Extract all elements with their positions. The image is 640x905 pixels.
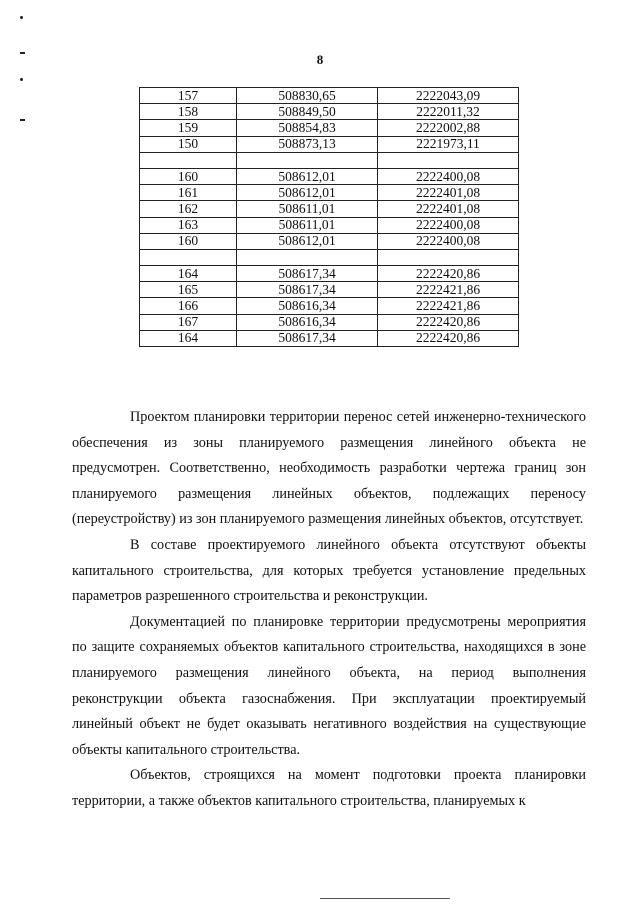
x-coordinate-cell: 508617,34 bbox=[237, 266, 378, 282]
x-coordinate-cell: 508617,34 bbox=[237, 282, 378, 298]
table-row bbox=[140, 120, 519, 136]
x-coordinate-cell: 508611,01 bbox=[237, 217, 378, 233]
y-coordinate-cell: 2221973,11 bbox=[378, 136, 519, 152]
point-number-cell: 166 bbox=[140, 298, 237, 314]
y-coordinate-cell: 2222002,88 bbox=[378, 120, 519, 136]
y-coordinate-cell: 2222420,86 bbox=[378, 314, 519, 330]
x-coordinate-cell: 508617,34 bbox=[237, 330, 378, 346]
y-coordinate-cell: 2222400,08 bbox=[378, 168, 519, 184]
y-coordinate-cell: 2222420,86 bbox=[378, 266, 519, 282]
paragraph: Проектом планировки территории перенос сетей инженерно-технического обеспечения из зоны планируемого размещения линейного объекта не предусмотрен. Соответственно, необходимость разработки чертежа границ зон планируемого размещения линейных объектов, подлежащих переносу (переустройству) из зон планируемого размещения линейных объектов, отсутствует. bbox=[72, 409, 586, 528]
x-coordinate-cell: 508873,13 bbox=[237, 136, 378, 152]
y-coordinate-cell bbox=[378, 249, 519, 265]
point-number-cell: 159 bbox=[140, 120, 237, 136]
x-coordinate-cell: 508612,01 bbox=[237, 185, 378, 201]
y-coordinate-cell: 2222401,08 bbox=[378, 185, 519, 201]
point-number-cell: 165 bbox=[140, 282, 237, 298]
paragraph: В составе проектируемого линейного объекта отсутствуют объекты капитального строительства, для которых требуется установление предельных параметров разрешенного строительства и реконструкции. bbox=[72, 536, 586, 605]
table-row bbox=[140, 298, 519, 314]
point-number-cell: 157 bbox=[140, 88, 237, 104]
coordinates-table bbox=[139, 87, 519, 347]
point-number-cell: 167 bbox=[140, 314, 237, 330]
point-number-cell bbox=[140, 249, 237, 265]
table-row bbox=[140, 330, 519, 346]
table-row bbox=[140, 104, 519, 120]
x-coordinate-cell: 508830,65 bbox=[237, 88, 378, 104]
point-number-cell: 160 bbox=[140, 168, 237, 184]
point-number-cell: 162 bbox=[140, 201, 237, 217]
point-number-cell: 161 bbox=[140, 185, 237, 201]
page-number: 8 bbox=[316, 52, 324, 67]
table-row bbox=[140, 185, 519, 201]
table-row bbox=[140, 136, 519, 152]
table-row bbox=[140, 217, 519, 233]
x-coordinate-cell: 508616,34 bbox=[237, 298, 378, 314]
x-coordinate-cell: 508854,83 bbox=[237, 120, 378, 136]
point-number-cell: 150 bbox=[140, 136, 237, 152]
y-coordinate-cell: 2222400,08 bbox=[378, 217, 519, 233]
table-row bbox=[140, 249, 519, 265]
y-coordinate-cell: 2222043,09 bbox=[378, 88, 519, 104]
paragraph: Объектов, строящихся на момент подготовки проекта планировки территории, а также объектов капитального строительства, планируемых к bbox=[72, 767, 586, 809]
table-row bbox=[140, 282, 519, 298]
margin-mark bbox=[20, 78, 23, 81]
y-coordinate-cell: 2222421,86 bbox=[378, 298, 519, 314]
table-row bbox=[140, 152, 519, 168]
margin-mark bbox=[20, 16, 23, 19]
y-coordinate-cell: 2222011,32 bbox=[378, 104, 519, 120]
x-coordinate-cell bbox=[237, 152, 378, 168]
y-coordinate-cell: 2222421,86 bbox=[378, 282, 519, 298]
point-number-cell: 160 bbox=[140, 233, 237, 249]
point-number-cell: 163 bbox=[140, 217, 237, 233]
point-number-cell: 164 bbox=[140, 330, 237, 346]
y-coordinate-cell: 2222420,86 bbox=[378, 330, 519, 346]
table-row bbox=[140, 233, 519, 249]
point-number-cell bbox=[140, 152, 237, 168]
x-coordinate-cell bbox=[237, 249, 378, 265]
y-coordinate-cell: 2222400,08 bbox=[378, 233, 519, 249]
x-coordinate-cell: 508611,01 bbox=[237, 201, 378, 217]
table-row bbox=[140, 88, 519, 104]
y-coordinate-cell: 2222401,08 bbox=[378, 201, 519, 217]
footer-rule bbox=[320, 898, 450, 899]
x-coordinate-cell: 508612,01 bbox=[237, 168, 378, 184]
table-row bbox=[140, 314, 519, 330]
table-row bbox=[140, 168, 519, 184]
x-coordinate-cell: 508616,34 bbox=[237, 314, 378, 330]
coordinates-table-body bbox=[140, 88, 519, 347]
point-number-cell: 158 bbox=[140, 104, 237, 120]
body-text bbox=[72, 405, 586, 815]
x-coordinate-cell: 508849,50 bbox=[237, 104, 378, 120]
point-number-cell: 164 bbox=[140, 266, 237, 282]
paragraph: Документацией по планировке территории предусмотрены мероприятия по защите сохраняемых объектов капитального строительства, находящихся в зоне планируемого размещения линейного объекта, на период выполнения реконструкции объекта газоснабжения. При эксплуатации проектируемый линейный объект не будет оказывать негативного воздействия на существующие объекты капитального строительства. bbox=[72, 613, 586, 758]
table-row bbox=[140, 266, 519, 282]
y-coordinate-cell bbox=[378, 152, 519, 168]
margin-mark bbox=[20, 119, 25, 121]
x-coordinate-cell: 508612,01 bbox=[237, 233, 378, 249]
table-row bbox=[140, 201, 519, 217]
